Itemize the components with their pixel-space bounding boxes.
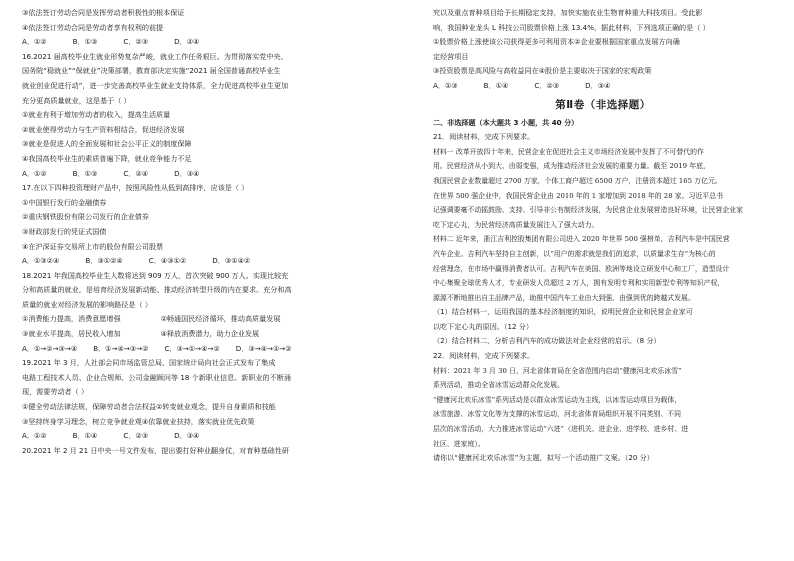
left-column bbox=[22, 6, 384, 458]
text-line: 现，需要劳动者（ ） bbox=[22, 387, 89, 397]
option[interactable]: B．①③ bbox=[72, 168, 98, 178]
section-title: 第Ⅱ卷（非选择题） bbox=[555, 98, 651, 111]
material-line: 层次的冰雪活动，大力推进冰雪运动“六进”（进机关、进企业、进学校、进乡村、进 bbox=[433, 425, 689, 434]
statement: ②畅通国民经济循环，推动高质量发展 bbox=[160, 314, 281, 324]
statement: ①健全劳动法律法规，保障劳动者合法权益②转变就业观念，提升自身素质和技能 bbox=[22, 402, 276, 412]
option[interactable]: D．③→④→①→② bbox=[235, 343, 292, 353]
statement: ④释放消费潜力，助力企业发展 bbox=[160, 329, 260, 339]
option[interactable]: B．①③ bbox=[72, 37, 98, 47]
q18-options bbox=[22, 342, 384, 357]
material-line: 系列活动，推动全省冰雪运动群众化发展。 bbox=[433, 381, 564, 390]
statement: ③财政部发行的凭证式国债 bbox=[22, 226, 107, 236]
statement: ④我国高校毕业生的素质普遍下降，就业竞争能力不足 bbox=[22, 153, 192, 163]
material-line: 我国民营企业数量超过 2700 万家，个体工商户超过 6500 万户，注册资本超过 165 万亿元。 bbox=[433, 176, 722, 185]
statement: ③就业是促进人的全面发展和社会公平正义的制度保障 bbox=[22, 139, 192, 149]
text-line: 分和高质量的就业，是培育经济发展新动能、推动经济转型升级的内在要求。充分和高 bbox=[22, 285, 292, 295]
option[interactable]: D．③④ bbox=[174, 168, 200, 178]
text-line: ④依法签订劳动合同是劳动者享有权利的前提 bbox=[22, 22, 164, 32]
q18-statement-row bbox=[22, 327, 384, 342]
material-line: “健康河北欢乐冰雪”系列活动是以群众冰雪运动为主线，以冰雪运动项目为载体， bbox=[433, 395, 682, 404]
question-21: 21．阅读材料，完成下列要求。 bbox=[433, 132, 535, 142]
option[interactable]: A．①② bbox=[22, 168, 47, 178]
statement: ③坚持终身学习理念，树立竞争就业观④依靠就业扶持，落实就业优先政策 bbox=[22, 416, 255, 426]
question-22: 22．阅读材料，完成下列要求。 bbox=[433, 351, 535, 361]
text-line: 响，我国种业龙头 L 科技公司股票价格上涨 13.4%，据此材料，下列选项正确的是（ ） bbox=[433, 22, 710, 32]
option[interactable]: C．②③ bbox=[123, 431, 149, 441]
option[interactable]: D．③④ bbox=[174, 431, 200, 441]
sub-question: 以吃下定心丸的原因。（12 分） bbox=[433, 321, 533, 331]
material-line: 经营理念，在市场中赢得消费者认可。吉利汽车在美国、欧洲等地设立研发中心和工厂，造型设计 bbox=[433, 264, 730, 273]
text-line: 质量的就业对经济发展的影响路径是（ ） bbox=[22, 299, 152, 309]
material-line: 冰雪旅游、冰雪文化等为支撑的冰雪运动，河北省体育局组织开展不同类别、不同 bbox=[433, 410, 682, 419]
sub-question: （2）结合材料二，分析吉利汽车的成功做法对企业经营的启示。（8 分） bbox=[433, 336, 661, 346]
option[interactable]: C．②④ bbox=[123, 168, 149, 178]
statement: ①股票价格上涨使该公司获得更多可利用资本②企业要根据国家重点发展方向确 bbox=[433, 37, 680, 47]
statement: ③就业水平提高，居民收入增加 bbox=[22, 329, 121, 339]
statement: ③投资股票是高风险与高收益同在④股价是主要取决于国家的宏观政策 bbox=[433, 66, 652, 76]
question-18: 18.2021 年我国高校毕业生人数将达到 909 万人，首次突破 900 万人。实现比较充 bbox=[22, 270, 289, 280]
option[interactable]: A．①② bbox=[22, 37, 47, 47]
option[interactable]: D．②④ bbox=[174, 37, 200, 47]
statement: ②重庆钢铁股份有限公司发行的企业债券 bbox=[22, 212, 149, 222]
statement: ①就业有利于增加劳动者的收入，提高生活质量 bbox=[22, 110, 171, 120]
text-line: ③依法签订劳动合同是发挥劳动者积极性的根本保证 bbox=[22, 8, 185, 17]
right-column bbox=[433, 6, 773, 466]
question-16: 16.2021 届高校毕业生就业形势复杂严峻，就业工作任务艰巨。为贯彻落实党中央、 bbox=[22, 51, 288, 61]
q17-options bbox=[22, 254, 384, 269]
text-line: 国务院“稳就业”“保就业”决策部署，教育部决定实施“2021 届全国普通高校毕业生 bbox=[22, 66, 281, 76]
q19-options bbox=[22, 429, 384, 444]
material-line: 在世界 500 强企业中，我国民营企业由 2010 年的 1 家增加到 2018 年的 28 家。习近平总书 bbox=[433, 191, 723, 200]
option[interactable]: B．①④ bbox=[72, 431, 98, 441]
sub-question: 请你以“健康河北欢乐冰雪”为主题，拟写一个活动推广文案。（20 分） bbox=[433, 453, 654, 463]
option[interactable]: A．①③ bbox=[433, 80, 458, 90]
q20-options bbox=[433, 79, 773, 94]
text-line: 充分更高质量就业，这是基于（ ） bbox=[22, 95, 131, 105]
option[interactable]: A．①③②④ bbox=[22, 256, 60, 266]
q15-options bbox=[22, 35, 384, 50]
material-line: 中心集聚全球优秀人才，专业研发人员超过 2 万人，拥有发明专利和实用新型专利等知识产权， bbox=[433, 279, 725, 288]
material-line: 吃下定心丸，为民营经济高质量发展注入了强大动力。 bbox=[433, 220, 599, 229]
option[interactable]: B．①④ bbox=[483, 80, 509, 90]
question-19: 19.2021 年 3 月，人社部会同市场监管总局、国家统计局向社会正式发布了集成 bbox=[22, 358, 276, 368]
statement: ④在沪深证券交易所上市的股份有限公司股票 bbox=[22, 241, 164, 251]
material-line: 源源不断地推出自主品牌产品，助推中国汽车工业由大到强、由强到优的跨越式发展。 bbox=[433, 293, 695, 302]
question-20: 20.2021 年 2 月 21 日中央一号文件发布，提出要打好种业翻身仗，对育种基础性研 bbox=[22, 445, 289, 455]
material-line: 记强调要毫不动摇鼓励、支持、引导非公有制经济发展，为民营企业发展营造良好环境，让民营企业家 bbox=[433, 206, 744, 215]
statement: ②就业使得劳动力与生产资料相结合，促进经济发展 bbox=[22, 124, 185, 134]
option[interactable]: C．②③ bbox=[534, 80, 560, 90]
option[interactable]: D．③①④② bbox=[212, 256, 251, 266]
material-line: 材料一 改革开放四十年来，民营企业在促进社会主义市场经济发展中发挥了不可替代的作 bbox=[433, 147, 704, 156]
q18-statement-row bbox=[22, 312, 384, 327]
material-line: 材料二 近年来，浙江吉利控股集团有限公司进入 2020 年世界 500 强榜单，吉利汽车是中国民营 bbox=[433, 235, 730, 244]
option[interactable]: A．①→②→③→④ bbox=[22, 343, 78, 353]
material-line: 材料：2021 年 3 月 30 日，河北省体育局在全省范围内启动“健康河北欢乐冰雪” bbox=[433, 366, 682, 375]
text-line: 电路工程技术人员、企业合规师、公司金融顾问等 18 个新职业信息。新职业的不断涌 bbox=[22, 372, 291, 382]
text-line: 究以及重点育种项目给予长期稳定支持，加快实施农业生物育种重大科技项目。受此影 bbox=[433, 8, 703, 17]
material-line: 汽车企业。吉利汽车坚持自主创新，以“用户的需求就是我们的追求，以质量求生存”为核心的 bbox=[433, 249, 716, 258]
section-subtitle: 二、非选择题（本大题共 3 小题，共 40 分） bbox=[433, 117, 579, 127]
option[interactable]: B．③①②④ bbox=[85, 256, 123, 266]
text-line: 就业创业促进行动”，进一步完善高校毕业生就业支持体系，全力促进高校毕业生更加 bbox=[22, 80, 289, 90]
q16-options bbox=[22, 167, 384, 182]
sub-question: （1）结合材料一，运用我国的基本经济制度的知识，说明民营企业和民营企业家可 bbox=[433, 307, 693, 317]
option[interactable]: C．④③①② bbox=[148, 256, 187, 266]
option[interactable]: B．①→④→③→② bbox=[93, 343, 149, 353]
material-line: 用。民营经济从小到大、由弱变强，成为推动经济社会发展的重要力量。截至 2019 年底， bbox=[433, 162, 710, 171]
question-17: 17.在以下四种投资理财产品中，按照风险性从低到高排序，应该是（ ） bbox=[22, 183, 249, 193]
statement: ①消费能力提高，消费意愿增强 bbox=[22, 314, 121, 324]
statement: ①中国银行发行的金融债券 bbox=[22, 197, 107, 207]
option[interactable]: A．①② bbox=[22, 431, 47, 441]
option[interactable]: C．②③ bbox=[123, 37, 149, 47]
option[interactable]: D．③④ bbox=[585, 80, 611, 90]
option[interactable]: C．③→①→④→② bbox=[164, 343, 220, 353]
material-line: 社区、进家庭）。 bbox=[433, 439, 485, 448]
statement: 定经营项目 bbox=[433, 51, 469, 61]
